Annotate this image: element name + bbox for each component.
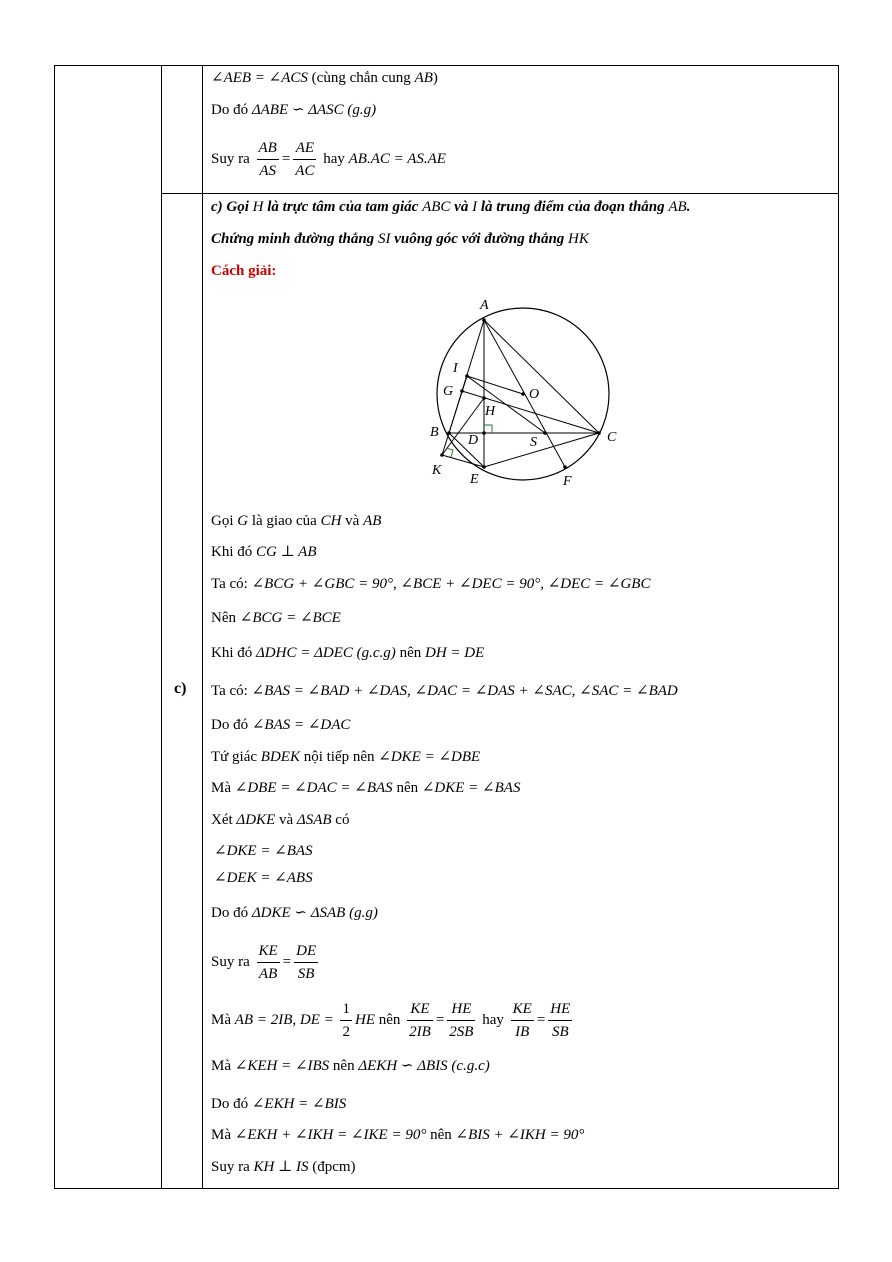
solution-line: Do đó ΔDKE ∽ ΔSAB (g.g) xyxy=(211,905,378,921)
column-divider-2 xyxy=(202,65,203,1189)
top-line-2: Do đó ΔABE ∽ ΔASC (g.g) xyxy=(211,102,377,118)
solution-line: ∠DEK = ∠ABS xyxy=(214,870,313,886)
solution-line: Tứ giác BDEK nội tiếp nên ∠DKE = ∠DBE xyxy=(211,749,481,765)
fraction: $\frac{KE}{2IB}$ xyxy=(407,998,433,1043)
fraction: $\frac{DE}{SB}$ xyxy=(294,940,318,985)
point-label: O xyxy=(529,387,540,402)
fraction: $\frac{KE}{AB}$ xyxy=(257,940,280,985)
point-label: G xyxy=(443,384,454,399)
fraction: $\frac{AE}{AC}$ xyxy=(293,137,316,182)
method-heading: Cách giải: xyxy=(211,263,277,279)
solution-line: Mà AB = 2IB, DE = $\frac{1}{2}$ HE nên $\frac{KE}{2IB}$ = $\frac{HE}{2SB}$ hay $\frac{KE}{IB}$ = $\frac{HE}{SB}$ xyxy=(211,998,575,1043)
fraction: $\frac{HE}{SB}$ xyxy=(548,998,572,1043)
solution-line: Mà ∠KEH = ∠IBS nên ΔEKH ∽ ΔBIS (c.g.c) xyxy=(211,1058,490,1074)
solution-line: Khi đó ΔDHC = ΔDEC (g.c.g) nên DH = DE xyxy=(211,645,485,661)
solution-line: Mà ∠EKH + ∠IKH = ∠IKE = 90° nên ∠BIS + ∠IKH = 90° xyxy=(211,1127,585,1143)
solution-line: Gọi G là giao của CH và AB xyxy=(211,513,382,529)
point-label: S xyxy=(530,435,537,450)
solution-line: Do đó ∠EKH = ∠BIS xyxy=(211,1096,347,1112)
solution-line: Xét ΔDKE và ΔSAB có xyxy=(211,812,350,828)
fraction: $\frac{KE}{IB}$ xyxy=(511,998,534,1043)
geometry-figure xyxy=(420,292,620,492)
point-label: H xyxy=(485,404,496,419)
solution-line: ∠DKE = ∠BAS xyxy=(214,843,313,859)
problem-title-line-2: Chứng minh đường thẳng SI vuông góc với đường thẳng HK xyxy=(211,231,589,247)
part-label: c) xyxy=(174,680,187,697)
solution-line: Ta có: ∠BAS = ∠BAD + ∠DAS, ∠DAC = ∠DAS + ∠SAC, ∠SAC = ∠BAD xyxy=(211,683,678,699)
point-label: B xyxy=(430,425,439,440)
solution-line: Khi đó CG ⊥ AB xyxy=(211,544,317,560)
top-line-1: ∠AEB = ∠ACS (cùng chắn cung AB) xyxy=(211,70,438,86)
fraction: $\frac{1}{2}$ xyxy=(340,998,352,1043)
solution-line: Suy ra KH ⊥ IS (đpcm) xyxy=(211,1159,356,1175)
point-label: A xyxy=(480,298,489,313)
fraction: $\frac{HE}{2SB}$ xyxy=(447,998,475,1043)
fraction: $\frac{AB}{AS}$ xyxy=(257,137,279,182)
column-divider-1 xyxy=(161,65,162,1189)
point-label: C xyxy=(607,430,617,445)
top-line-3: Suy ra $\frac{AB}{AS}$ = $\frac{AE}{AC}$ hay AB.AC = AS.AE xyxy=(211,137,446,182)
row-divider xyxy=(161,193,839,194)
point-label: E xyxy=(470,472,479,487)
point-label: D xyxy=(468,433,479,448)
solution-line: Nên ∠BCG = ∠BCE xyxy=(211,610,341,626)
point-label: K xyxy=(432,463,442,478)
solution-line: Mà ∠DBE = ∠DAC = ∠BAS nên ∠DKE = ∠BAS xyxy=(211,780,521,796)
solution-line: Suy ra $\frac{KE}{AB}$ = $\frac{DE}{SB}$ xyxy=(211,940,321,985)
point-label: F xyxy=(563,474,572,489)
point-label: I xyxy=(453,361,458,376)
solution-line: Ta có: ∠BCG + ∠GBC = 90°, ∠BCE + ∠DEC = 90°, ∠DEC = ∠GBC xyxy=(211,576,651,592)
problem-title-line-1: c) Gọi H là trực tâm của tam giác ABC và I là trung điểm của đoạn thẳng AB. xyxy=(211,199,691,215)
solution-line: Do đó ∠BAS = ∠DAC xyxy=(211,717,351,733)
